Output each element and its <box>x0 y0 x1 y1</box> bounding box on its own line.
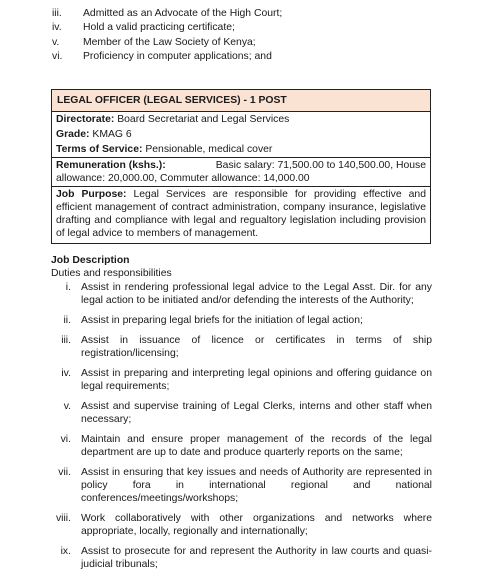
list-text: Member of the Law Society of Kenya; <box>83 36 256 48</box>
grade-value: KMAG 6 <box>92 129 132 140</box>
list-item <box>50 6 470 21</box>
list-number: v. <box>52 36 60 48</box>
list-item <box>51 367 432 393</box>
list-item <box>51 466 432 505</box>
list-item <box>51 545 432 571</box>
list-text: Admitted as an Advocate of the High Court; <box>83 7 283 19</box>
requirements-list <box>50 6 470 64</box>
list-text: Assist in preparing legal briefs for the initiation of legal action; <box>81 315 363 326</box>
list-number: i. <box>65 282 71 293</box>
terms-value: Pensionable, medical cover <box>145 144 273 155</box>
list-item <box>50 21 470 36</box>
list-number: ii. <box>63 315 71 326</box>
list-number: v. <box>63 401 71 412</box>
list-number: viii. <box>55 513 71 524</box>
remuneration-row <box>52 158 430 187</box>
job-posting-table <box>51 89 431 244</box>
list-text: Assist in preparing and interpreting legal opinions and offering guidance on legal requirements; <box>81 368 432 392</box>
remuneration-value-line2: allowance: 20,000.00, Commuter allowance: 14,000.00 <box>56 173 310 184</box>
list-item <box>51 512 432 538</box>
list-number: iv. <box>52 22 62 34</box>
grade-label: Grade: <box>56 129 90 140</box>
directorate-label: Directorate: <box>56 114 115 125</box>
job-purpose-label: Job Purpose: <box>56 189 127 200</box>
terms-label: Terms of Service: <box>56 144 143 155</box>
job-purpose-value: Legal Services are responsible for providing effective and efficient management of contract administration, company insurance, legislative drafting and compliance with legal and regualtory legislation including provision of legal advice to members of management. <box>56 189 426 239</box>
list-item <box>50 35 470 50</box>
list-text: Assist to prosecute for and represent the Authority in law courts and quasi-judicial tribunals; <box>81 546 432 570</box>
list-item <box>51 400 432 426</box>
list-text: Assist in rendering professional legal advice to the Legal Asst. Dir. for any legal action to be initiated and/or defending the interests of the Authority; <box>81 282 432 306</box>
duties-subheading: Duties and responsibilities <box>51 268 172 279</box>
list-item <box>51 433 432 459</box>
list-number: iii. <box>52 7 62 19</box>
job-description-heading: Job Description <box>51 255 130 266</box>
job-purpose-row <box>52 187 430 244</box>
list-number: vii. <box>58 467 71 478</box>
duties-list <box>51 281 432 578</box>
list-text: Hold a valid practicing certificate; <box>83 22 235 34</box>
list-number: iv. <box>61 368 71 379</box>
list-text: Work collaboratively with other organizations and networks where appropriate, locally, regionally and internationally; <box>81 513 432 537</box>
grade-row <box>52 127 430 142</box>
directorate-value: Board Secretariat and Legal Services <box>117 114 290 125</box>
directorate-row <box>52 112 430 127</box>
remuneration-value-line1: Basic salary: 71,500.00 to 140,500.00, House <box>215 160 426 171</box>
list-number: vi. <box>52 51 63 63</box>
list-item <box>50 50 470 65</box>
list-item <box>51 281 432 307</box>
list-number: ix. <box>60 546 71 557</box>
list-item <box>51 314 432 327</box>
list-text: Proficiency in computer applications; and <box>83 51 272 63</box>
list-text: Assist and supervise training of Legal Clerks, interns and other staff when necessary; <box>81 401 432 425</box>
remuneration-label: Remuneration (kshs.): <box>56 160 166 171</box>
list-text: Maintain and ensure proper management of the records of the legal department are up to date and produce quarterly reports on the same; <box>81 434 432 458</box>
terms-row <box>52 142 430 158</box>
list-number: iii. <box>61 335 71 346</box>
posting-title: LEGAL OFFICER (LEGAL SERVICES) - 1 POST <box>52 90 430 112</box>
list-item <box>51 334 432 360</box>
list-text: Assist in issuance of licence or certificates in terms of ship registration/licensing; <box>81 335 432 359</box>
list-number: vi. <box>60 434 71 445</box>
list-text: Assist in ensuring that key issues and needs of Authority are represented in policy fora in international regional and national conferences/meetings/workshops; <box>81 467 432 504</box>
